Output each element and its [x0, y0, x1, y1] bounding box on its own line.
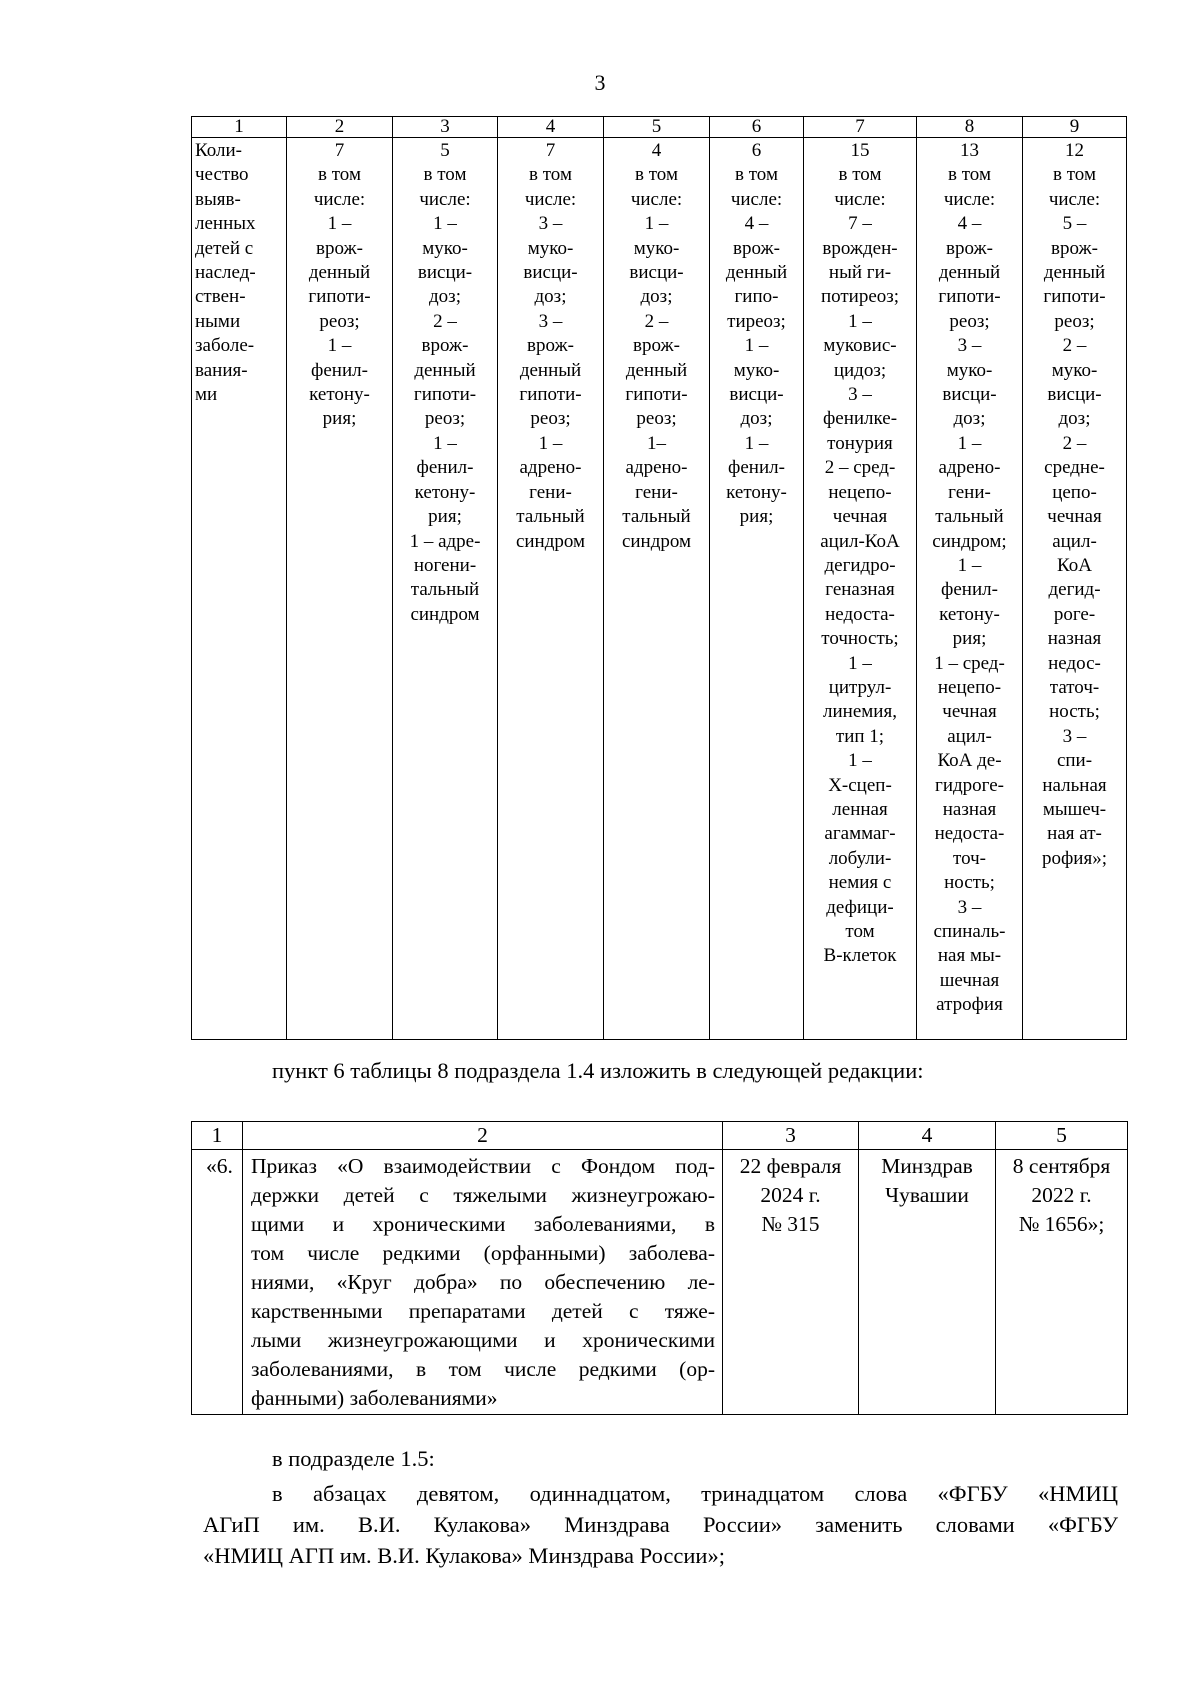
cell-line: гипоти- — [1043, 286, 1106, 308]
cell-line: 1 – адре- — [409, 530, 481, 552]
cell-line: денный — [725, 262, 788, 284]
cell-line: фенил- — [311, 359, 368, 381]
cell-line: тиреоз; — [727, 310, 786, 332]
column-header: 7 — [804, 117, 917, 138]
description-line: держки детей с тяжелыми жизнеугрожаю- — [251, 1183, 715, 1207]
cell-line: ленная — [832, 798, 888, 820]
cell-line: гени- — [635, 481, 678, 503]
cell-line: муко- — [733, 359, 780, 381]
description-line: Приказ «О взаимодействии с Фондом под- — [251, 1154, 715, 1178]
column-header: 1 — [192, 1122, 243, 1150]
cell-line: Минздрав — [881, 1154, 973, 1178]
cell-line: 3 – — [1062, 725, 1087, 747]
cell-line: муко- — [946, 359, 993, 381]
cell-line: кетону- — [414, 481, 476, 503]
cell-line: тонурия — [827, 432, 893, 454]
row-label-cell — [192, 138, 287, 1040]
cell-line: недоста- — [934, 823, 1005, 845]
cell-line: шечная — [939, 969, 1000, 991]
column-header: 2 — [287, 117, 393, 138]
cell-line: рия; — [322, 408, 357, 430]
cell-line: чечная — [942, 701, 997, 723]
cell-line: муко- — [422, 237, 468, 259]
table-header-row — [192, 1122, 1128, 1150]
cell-line: 1 – — [744, 335, 769, 357]
cell-line: муко- — [1051, 359, 1098, 381]
description-line: ниями, «Круг добра» по обеспечению ле- — [251, 1270, 715, 1294]
cell-line: висци- — [417, 262, 473, 284]
data-cell — [917, 138, 1023, 1040]
cell-line: гипоти- — [413, 384, 477, 406]
disease-count-table — [191, 116, 1127, 1040]
cell-line: спиналь- — [933, 921, 1006, 942]
cell-line: тальный — [622, 506, 691, 528]
data-cell — [498, 138, 604, 1040]
cell-line: кетону- — [939, 603, 1000, 625]
table-header-row — [192, 117, 1127, 138]
cell-line: муко- — [633, 237, 680, 259]
cell-line: врож- — [733, 237, 780, 259]
cell-line: 4 – — [957, 213, 982, 235]
cell-line: тип 1; — [835, 725, 885, 747]
cell-line: 2 – — [1062, 432, 1087, 454]
cell-line: КоА — [1057, 554, 1092, 576]
cell-line: доз; — [534, 286, 567, 308]
cell-line: детей с — [195, 237, 254, 259]
cell-line: денный — [308, 262, 371, 284]
column-header: 4 — [859, 1122, 996, 1150]
cell-line: 1 – — [848, 652, 872, 674]
cell-line: В-клеток — [823, 945, 897, 967]
cell-line: недос- — [1048, 652, 1101, 674]
cell-line: выяв- — [195, 188, 241, 210]
cell-line: дегидро- — [824, 554, 896, 576]
cell-line: 2 – — [1062, 335, 1087, 357]
cell-line: 2022 г. — [1031, 1183, 1092, 1207]
cell-line: адрено- — [519, 457, 582, 479]
cell-line: числе: — [1048, 188, 1101, 210]
column-header: 8 — [917, 117, 1023, 138]
cell-line: чечная — [832, 506, 888, 528]
cell-line: ацил- — [947, 725, 992, 747]
cell-line: 22 февраля — [739, 1154, 842, 1178]
cell-line: гипоти- — [308, 286, 371, 308]
description-line: фанными) заболеваниями» — [251, 1386, 498, 1410]
cell-line: гипоти- — [625, 384, 688, 406]
cell-line: денный — [625, 359, 688, 381]
cell-line: синдром — [621, 530, 692, 552]
cell-line: лобули- — [828, 847, 892, 869]
cell-line: цидоз; — [833, 359, 887, 381]
cell-line: врож- — [421, 335, 469, 357]
cell-line: муковис- — [823, 335, 897, 357]
column-header: 3 — [393, 117, 498, 138]
cell-line: реоз; — [636, 408, 677, 430]
cell-line: ность; — [1049, 701, 1100, 723]
data-cell — [804, 138, 917, 1040]
data-cell — [393, 138, 498, 1040]
cell-line: 1 – — [848, 750, 872, 772]
cell-line: дефици- — [826, 896, 894, 918]
cell-line: гипоти- — [938, 286, 1001, 308]
order-date-cell — [723, 1150, 859, 1415]
order-table — [191, 1121, 1128, 1415]
reference-cell — [996, 1150, 1128, 1415]
cell-line: 1 – — [327, 213, 352, 235]
data-cell — [287, 138, 393, 1040]
description-line: том числе редкими (орфанными) заболева- — [251, 1241, 715, 1265]
cell-line: в том — [735, 164, 778, 186]
cell-line: 1 – — [848, 310, 872, 332]
cell-line: нальная — [1042, 774, 1107, 796]
cell-line: тальный — [516, 506, 585, 528]
cell-line: нецепо- — [937, 676, 1002, 698]
cell-line: числе: — [730, 188, 783, 210]
cell-line: числе: — [524, 188, 577, 210]
column-header: 2 — [243, 1122, 723, 1150]
cell-line: Чувашии — [885, 1183, 969, 1207]
cell-line: реоз; — [424, 408, 466, 430]
cell-line: ность; — [944, 872, 995, 894]
cell-line: геназная — [825, 579, 895, 601]
cell-line: денный — [414, 359, 476, 381]
cell-line: 2 – — [433, 310, 457, 332]
description-line: заболеваниями, в том числе редкими (ор- — [251, 1357, 715, 1381]
cell-line: муко- — [527, 237, 574, 259]
cell-line: 1 – — [957, 554, 982, 576]
cell-line: мышеч- — [1042, 798, 1107, 820]
cell-line: фенил- — [728, 457, 785, 479]
page-number: 3 — [594, 70, 606, 95]
cell-line: 5 – — [1062, 213, 1087, 235]
cell-line: доз; — [429, 286, 461, 308]
cell-line: рия; — [428, 506, 462, 528]
cell-line: числе: — [943, 188, 996, 210]
cell-line: ными — [195, 310, 241, 332]
cell-line: назная — [942, 798, 997, 820]
cell-line: ацил- — [1052, 530, 1097, 552]
cell-line: 1 – — [538, 432, 563, 454]
cell-line: врож- — [946, 237, 993, 259]
cell-line: 2 – сред- — [824, 457, 896, 479]
cell-line: врож- — [316, 237, 363, 259]
cell-line: 7 – — [848, 213, 872, 235]
cell-line: кетону- — [726, 481, 787, 503]
cell-line: реоз; — [319, 310, 360, 332]
cell-line: немия с — [828, 872, 892, 894]
cell-line: числе: — [419, 188, 471, 210]
cell-line: 1 – — [433, 213, 457, 235]
cell-line: 3 – — [957, 896, 982, 918]
cell-line: Коли- — [195, 140, 242, 161]
cell-line: синдром; — [932, 530, 1007, 552]
cell-line: дегид- — [1048, 579, 1101, 601]
cell-line: гидроге- — [935, 774, 1004, 796]
cell-line: рофия»; — [1042, 847, 1107, 869]
cell-line: 7 — [545, 140, 556, 161]
cell-line: чечная — [1047, 506, 1102, 528]
cell-line: вания- — [195, 359, 248, 381]
cell-line: денный — [1043, 262, 1106, 284]
data-cell — [710, 138, 804, 1040]
cell-line: средне- — [1044, 457, 1105, 479]
cell-line: реоз; — [949, 310, 990, 332]
cell-line: реоз; — [530, 408, 571, 430]
cell-line: гени- — [948, 481, 991, 503]
cell-line: синдром — [410, 603, 480, 625]
cell-line: реоз; — [1054, 310, 1095, 332]
order-description — [243, 1150, 723, 1415]
cell-line: доз; — [740, 408, 773, 430]
cell-line: врож- — [633, 335, 680, 357]
paragraph-line: «НМИЦ АГП им. В.И. Кулакова» Минздрава России»; — [203, 1543, 725, 1568]
cell-line: ленных — [195, 213, 256, 235]
cell-line: 13 — [960, 140, 979, 161]
cell-line: ствен- — [195, 286, 246, 308]
cell-line: числе: — [630, 188, 683, 210]
cell-line: денный — [519, 359, 582, 381]
cell-line: цитрул- — [828, 676, 892, 698]
cell-line: точность; — [821, 628, 899, 650]
cell-line: рия; — [952, 628, 987, 650]
data-cell — [604, 138, 710, 1040]
column-header: 3 — [723, 1122, 859, 1150]
cell-line: цепо- — [1052, 481, 1097, 503]
column-header: 5 — [604, 117, 710, 138]
item-number: «6. — [192, 1150, 243, 1415]
cell-line: 2 – — [644, 310, 669, 332]
cell-line: 3 – — [957, 335, 982, 357]
description-line: лыми жизнеугрожающими и хроническими — [251, 1328, 715, 1352]
cell-line: 5 — [440, 140, 450, 161]
cell-line: денный — [938, 262, 1001, 284]
cell-line: 1 – — [433, 432, 457, 454]
cell-line: 1 – — [957, 432, 982, 454]
cell-line: 12 — [1065, 140, 1084, 161]
cell-line: рия; — [739, 506, 774, 528]
cell-line: врож- — [527, 335, 574, 357]
cell-line: висци- — [942, 384, 997, 406]
cell-line: фенил- — [416, 457, 474, 479]
cell-line: КоА де- — [937, 750, 1002, 772]
cell-line: доз; — [1058, 408, 1091, 430]
cell-line: гипо- — [734, 286, 779, 308]
cell-line: в том — [318, 164, 361, 186]
cell-line: врожден- — [822, 237, 898, 259]
cell-line: ногени- — [413, 554, 477, 576]
cell-line: в том — [838, 164, 882, 186]
cell-line: фенил- — [941, 579, 998, 601]
cell-line: в том — [948, 164, 991, 186]
cell-line: точ- — [953, 847, 986, 869]
cell-line: 4 — [651, 140, 662, 161]
description-line: щими и хроническими заболеваниями, в — [251, 1212, 715, 1236]
cell-line: том — [845, 921, 875, 942]
cell-line: линемия, — [823, 701, 897, 723]
cell-line: ацил-КоА — [820, 530, 900, 552]
cell-line: 1– — [647, 432, 666, 454]
cell-line: 6 — [751, 140, 762, 161]
cell-line: 7 — [334, 140, 345, 161]
cell-line: 15 — [850, 140, 870, 161]
cell-line: числе: — [313, 188, 366, 210]
paragraph-line: в абзацах девятом, одиннадцатом, тринадцатом слова «ФГБУ «НМИЦ — [272, 1481, 1118, 1506]
amendment-paragraph: пункт 6 таблицы 8 подраздела 1.4 изложить в следующей редакции: — [272, 1058, 924, 1083]
paragraph-line: АГиП им. В.И. Кулакова» Минздрава России» заменить словами «ФГБУ — [203, 1512, 1118, 1537]
cell-line: назная — [1047, 628, 1102, 650]
cell-line: доз; — [953, 408, 986, 430]
column-header: 4 — [498, 117, 604, 138]
cell-line: 4 – — [744, 213, 769, 235]
cell-line: 3 – — [538, 213, 563, 235]
issuer-cell — [859, 1150, 996, 1415]
subsection-paragraph: в подразделе 1.5: — [272, 1446, 435, 1471]
cell-line: атрофия — [936, 994, 1003, 1016]
cell-line: фенилке- — [822, 408, 898, 430]
description-line: карственными препаратами детей с тяже- — [251, 1299, 715, 1323]
cell-line: кетону- — [309, 384, 370, 406]
cell-line: заболе- — [195, 335, 255, 357]
cell-line: висци- — [629, 262, 684, 284]
cell-line: 1 – — [744, 432, 769, 454]
table-row — [192, 138, 1127, 1040]
cell-line: 1 – сред- — [934, 652, 1005, 674]
data-cell — [1023, 138, 1127, 1040]
cell-line: чество — [195, 164, 249, 186]
cell-line: висци- — [729, 384, 784, 406]
cell-line: ный ги- — [828, 262, 892, 284]
cell-line: ми — [195, 384, 218, 406]
cell-line: нецепо- — [828, 481, 892, 503]
cell-line: гени- — [529, 481, 572, 503]
cell-line: тальный — [935, 506, 1004, 528]
table-row — [192, 1150, 1128, 1415]
cell-line: № 315 — [761, 1212, 820, 1236]
cell-line: Х-сцеп- — [828, 774, 892, 796]
cell-line: таточ- — [1049, 676, 1100, 698]
cell-line: в том — [529, 164, 572, 186]
cell-line: тальный — [410, 579, 480, 601]
cell-line: потиреоз; — [820, 286, 900, 308]
cell-line: спи- — [1056, 750, 1093, 772]
column-header: 5 — [996, 1122, 1128, 1150]
replacement-paragraph — [203, 1478, 1118, 1571]
cell-line: роге- — [1053, 603, 1096, 625]
cell-line: 2024 г. — [760, 1183, 821, 1207]
cell-line: доз; — [640, 286, 673, 308]
cell-line: синдром — [515, 530, 586, 552]
cell-line: в том — [423, 164, 467, 186]
cell-line: недоста- — [825, 603, 895, 625]
cell-line: 3 – — [848, 384, 872, 406]
cell-line: 1 – — [327, 335, 352, 357]
cell-line: в том — [635, 164, 678, 186]
cell-line: наслед- — [195, 262, 256, 284]
cell-line: в том — [1053, 164, 1096, 186]
column-header: 1 — [192, 117, 287, 138]
cell-line: висци- — [1047, 384, 1102, 406]
cell-line: гипоти- — [519, 384, 582, 406]
cell-line: висци- — [523, 262, 578, 284]
cell-line: ная мы- — [937, 945, 1002, 967]
cell-line: 8 сентября — [1012, 1154, 1111, 1178]
cell-line: ная ат- — [1047, 823, 1102, 845]
cell-line: 1 – — [644, 213, 669, 235]
cell-line: числе: — [834, 188, 886, 210]
cell-line: 3 – — [538, 310, 563, 332]
column-header: 6 — [710, 117, 804, 138]
cell-line: адрено- — [938, 457, 1001, 479]
column-header: 9 — [1023, 117, 1127, 138]
cell-line: агаммаг- — [824, 823, 896, 845]
cell-line: врож- — [1051, 237, 1098, 259]
cell-line: адрено- — [625, 457, 688, 479]
cell-line: № 1656»; — [1018, 1212, 1105, 1236]
